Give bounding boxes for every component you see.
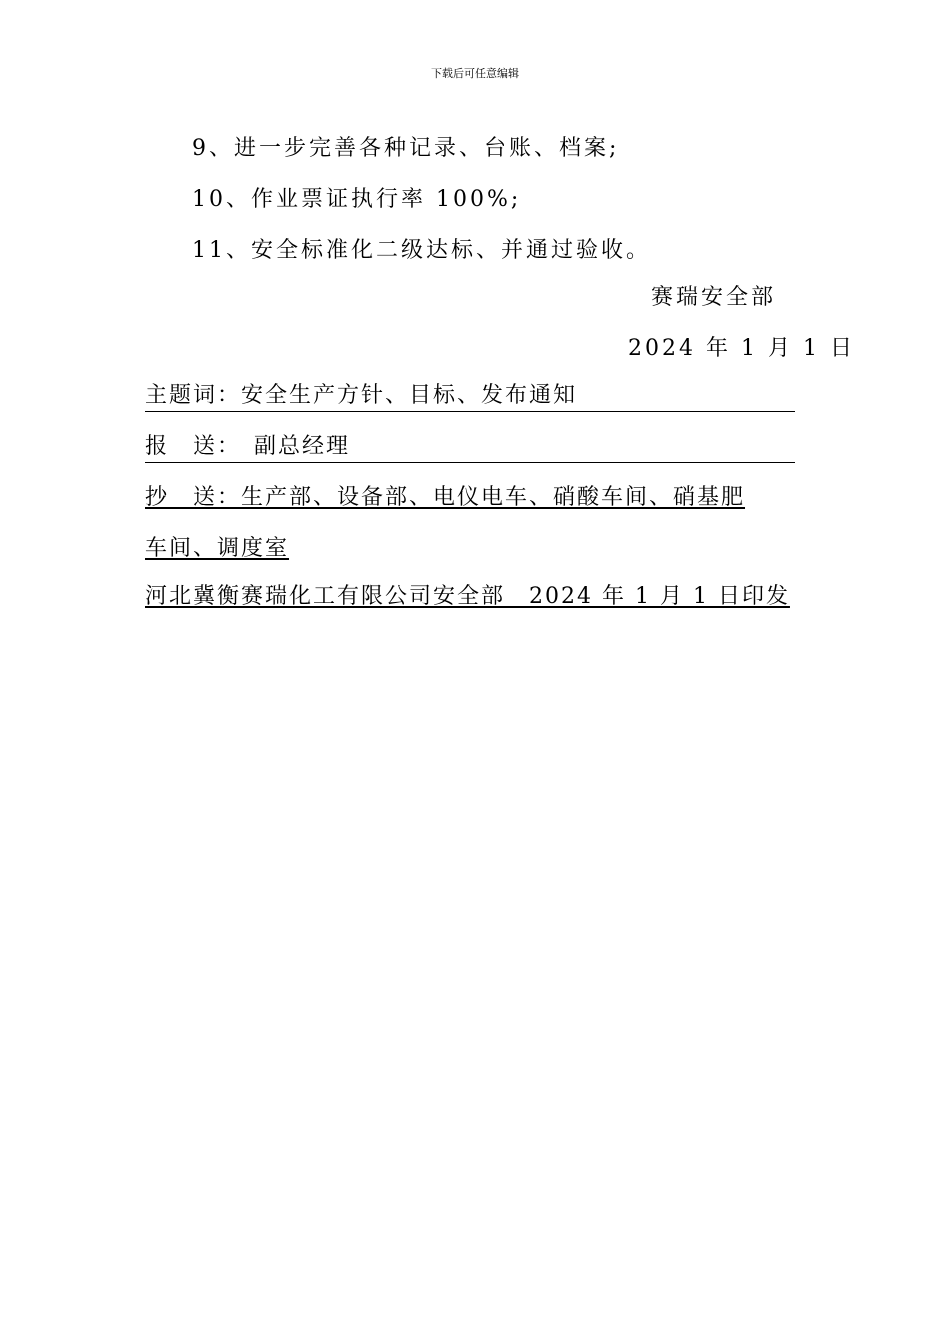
page-header-note: 下载后可任意编辑	[431, 67, 519, 80]
list-item-10: 10、作业票证执行率 100%;	[192, 187, 522, 212]
list-item-11: 11、安全标准化二级达标、并通过验收。	[192, 238, 651, 263]
copy-to-line-1: 抄 送：生产部、设备部、电仪电车、硝酸车间、硝基肥	[145, 485, 746, 510]
signature-department: 赛瑞安全部	[651, 285, 777, 310]
list-item-9: 9、进一步完善各种记录、台账、档案;	[192, 136, 620, 161]
report-to-line: 报 送： 副总经理	[145, 432, 795, 463]
issued-by-line: 河北冀衡赛瑞化工有限公司安全部 2024 年 1 月 1 日印发	[145, 584, 790, 609]
subject-keywords: 主题词：安全生产方针、目标、发布通知	[145, 381, 795, 412]
signature-date: 2024 年 1 月 1 日	[628, 336, 855, 361]
copy-to-line-2: 车间、调度室	[145, 536, 290, 561]
